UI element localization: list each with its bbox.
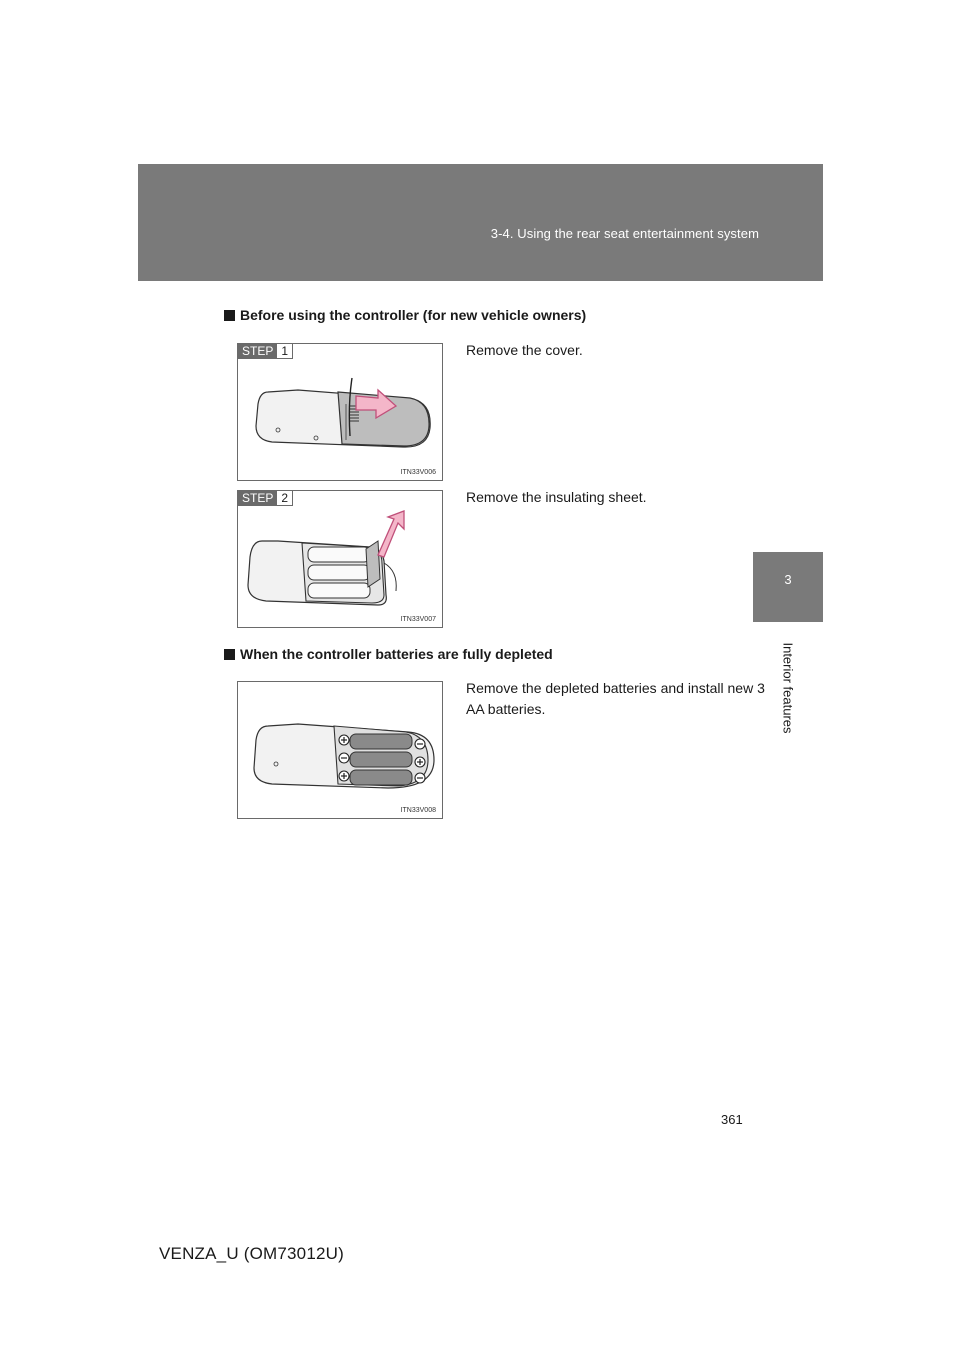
figure-step-2 — [237, 490, 443, 628]
remote-polarity-illustration — [238, 682, 443, 819]
figure-code: ITN33V007 — [400, 616, 436, 623]
header-band — [138, 164, 823, 281]
section-heading-depleted — [224, 646, 553, 662]
figure-code: ITN33V008 — [400, 807, 436, 814]
figure-code: ITN33V006 — [400, 469, 436, 476]
square-bullet-icon — [224, 310, 235, 321]
step-number: 1 — [277, 344, 293, 359]
instruction-step-1: Remove the cover. — [466, 342, 583, 358]
remote-battery-illustration — [238, 491, 443, 628]
figure-step-1 — [237, 343, 443, 481]
chapter-label: Interior features — [780, 642, 796, 734]
chapter-number: 3 — [784, 572, 792, 587]
instruction-step-2: Remove the insulating sheet. — [466, 489, 647, 505]
square-bullet-icon — [224, 649, 235, 660]
step-badge — [238, 344, 293, 359]
footer-manual-code: VENZA_U (OM73012U) — [159, 1244, 344, 1263]
page-number: 361 — [721, 1112, 743, 1127]
instruction-replace-batteries: Remove the depleted batteries and install new 3 AA batteries. — [466, 680, 765, 717]
chapter-tab — [753, 552, 823, 622]
remote-cover-illustration — [238, 344, 443, 481]
section-heading-text: When the controller batteries are fully depleted — [240, 646, 553, 662]
step-word: STEP — [238, 491, 277, 506]
step-word: STEP — [238, 344, 277, 359]
section-heading-new-owners — [224, 307, 586, 323]
step-badge — [238, 491, 293, 506]
header-title: 3-4. Using the rear seat entertainment system — [490, 226, 759, 241]
figure-replace-batteries — [237, 681, 443, 819]
section-heading-text: Before using the controller (for new vehicle owners) — [240, 307, 587, 323]
step-number: 2 — [277, 491, 293, 506]
